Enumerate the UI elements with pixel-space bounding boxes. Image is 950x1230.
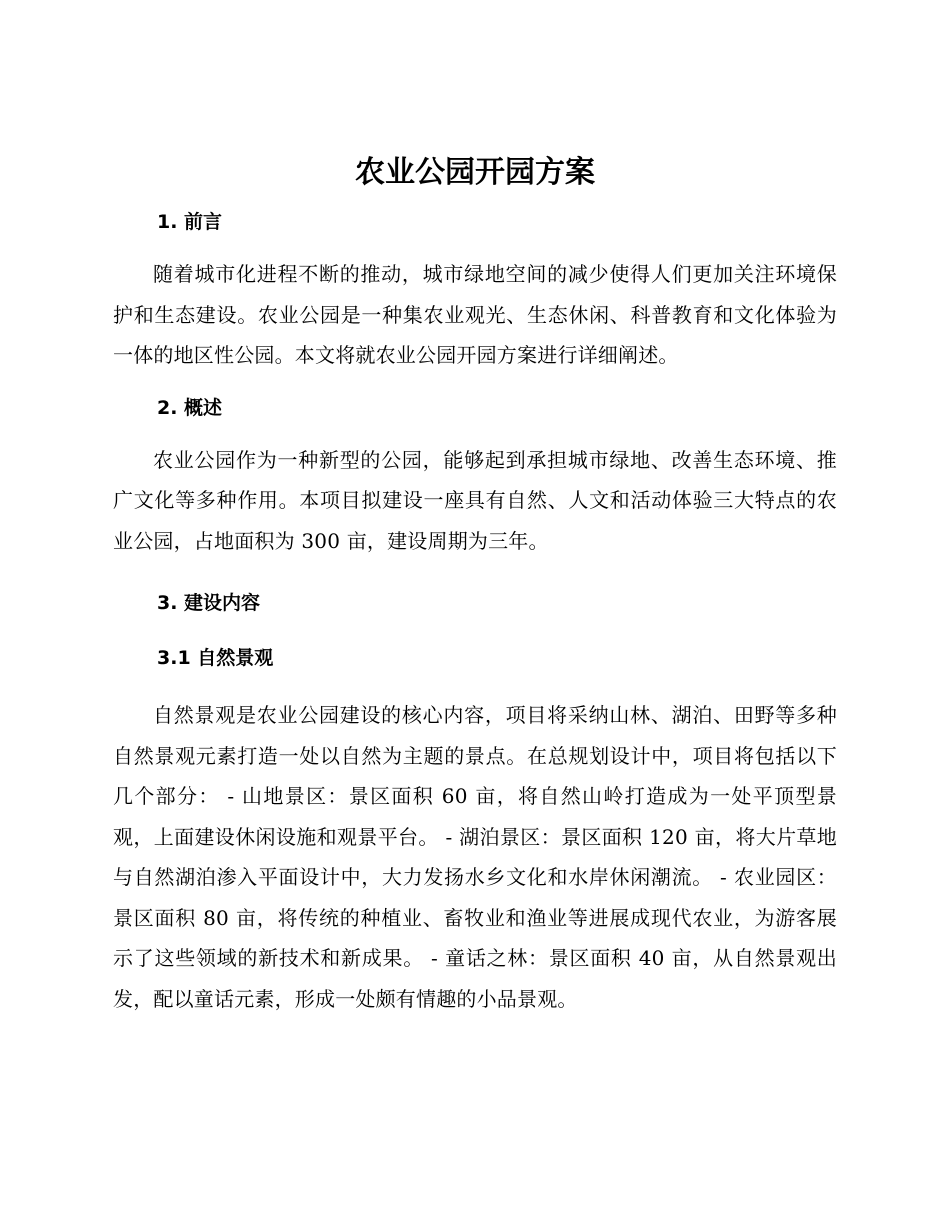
document-title: 农业公园开园方案 — [355, 155, 595, 190]
section-heading-preface: 1. 前言 — [157, 211, 223, 233]
section-paragraph-overview: 农业公园作为一种新型的公园，能够起到承担城市绿地、改善生态环境、推广文化等多种作用。本项目拟建设一座具有自然、人文和活动体验三大特点的农业公园，占地面积为 300 亩，建设周期为三年。 — [113, 447, 837, 553]
section-heading-construction: 3. 建设内容 — [157, 592, 261, 614]
document-page — [113, 150, 837, 1019]
section-paragraph-preface: 随着城市化进程不断的推动，城市绿地空间的减少使得人们更加关注环境保护和生态建设。农业公园是一种集农业观光、生态休闲、科普教育和文化体验为一体的地区性公园。本文将就农业公园开园方案进行详细阐述。 — [113, 262, 837, 367]
section-paragraph-natural-landscape: 自然景观是农业公园建设的核心内容，项目将采纳山林、湖泊、田野等多种自然景观元素打造一处以自然为主题的景点。在总规划设计中，项目将包括以下几个部分： - 山地景区：景区面积 60 亩，将自然山岭打造成为一处平顶型景观，上面建设休闲设施和观景平台。 - 湖泊景区：景区面积 120 亩，将大片草地与自然湖泊渗入平面设计中，大力发扬水乡文化和水岸休闲潮流。 - 农业园区：景区面积 80 亩，将传统的种植业、畜牧业和渔业等进展成现代农业，为游客展示了这些领域的新技术和新成果。 - 童话之林：景区面积 40 亩，从自然景观出发，配以童话元素，形成一处颇有情趣的小品景观。 — [113, 703, 837, 1011]
section-heading-natural-landscape: 3.1 自然景观 — [157, 647, 274, 669]
section-heading-overview: 2. 概述 — [157, 396, 223, 419]
